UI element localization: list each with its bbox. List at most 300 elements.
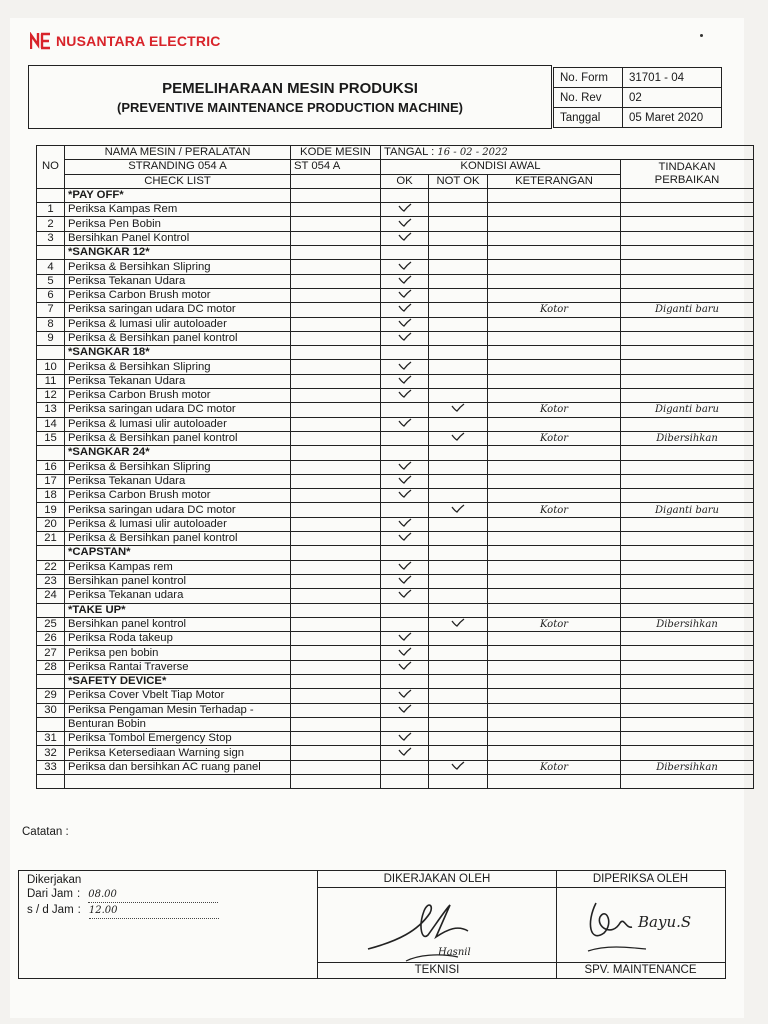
sd-jam-value: 12.00 xyxy=(88,905,118,916)
checklist-row xyxy=(37,574,754,588)
keterangan-cell xyxy=(488,689,621,703)
date-value: 16 - 02 - 2022 xyxy=(437,147,508,159)
check-item: Periksa Kampas rem xyxy=(65,560,291,574)
row-number: 22 xyxy=(37,560,65,574)
tindakan-cell: Dibersihkan xyxy=(621,431,754,445)
kondisi-awal-header: KONDISI AWAL xyxy=(381,160,621,174)
tindakan-cell xyxy=(621,717,754,731)
not-ok-cell xyxy=(429,274,488,288)
tindakan-cell xyxy=(621,532,754,546)
tindakan-cell: Dibersihkan xyxy=(621,617,754,631)
keterangan-cell xyxy=(488,532,621,546)
keterangan-cell: Kotor xyxy=(488,760,621,774)
not-ok-cell xyxy=(429,260,488,274)
not-ok-cell xyxy=(429,532,488,546)
checkmark-icon xyxy=(451,618,465,627)
row-number: 24 xyxy=(37,589,65,603)
checklist-row xyxy=(37,374,754,388)
row-number: 17 xyxy=(37,474,65,488)
checkmark-icon xyxy=(398,332,412,341)
check-item: Periksa Tekanan udara xyxy=(65,589,291,603)
check-item: Bersihkan panel kontrol xyxy=(65,574,291,588)
not-ok-cell xyxy=(429,231,488,245)
check-item: Periksa & Bersihkan panel kontrol xyxy=(65,331,291,345)
check-item: Periksa Carbon Brush motor xyxy=(65,489,291,503)
ok-cell xyxy=(381,503,429,517)
keterangan-cell: Kotor xyxy=(488,617,621,631)
not-ok-cell xyxy=(429,717,488,731)
not-ok-cell xyxy=(429,217,488,231)
tindakan-cell xyxy=(621,775,754,789)
checkmark-icon xyxy=(398,361,412,370)
ok-cell xyxy=(381,374,429,388)
check-item: Periksa Carbon Brush motor xyxy=(65,389,291,403)
check-item: Periksa & Bersihkan Slipring xyxy=(65,460,291,474)
row-number: 31 xyxy=(37,732,65,746)
keterangan-cell xyxy=(488,746,621,760)
tindakan-cell xyxy=(621,360,754,374)
not-ok-cell xyxy=(429,517,488,531)
check-item: Periksa Cover Vbelt Tiap Motor xyxy=(65,689,291,703)
keterangan-cell: Kotor xyxy=(488,303,621,317)
keterangan-cell xyxy=(488,260,621,274)
row-number: 12 xyxy=(37,389,65,403)
tanggal-label: Tanggal xyxy=(554,108,623,128)
not-ok-cell xyxy=(429,303,488,317)
not-ok-cell xyxy=(429,403,488,417)
spv-signature xyxy=(576,893,696,961)
checklist-table xyxy=(36,145,754,789)
keterangan-cell xyxy=(488,775,621,789)
check-item: Periksa & Bersihkan panel kontrol xyxy=(65,431,291,445)
section-title: *SANGKAR 18* xyxy=(65,346,291,360)
checklist-header: CHECK LIST xyxy=(65,174,291,188)
row-number: 10 xyxy=(37,360,65,374)
catatan-label: Catatan : xyxy=(22,826,69,838)
checkmark-icon xyxy=(398,389,412,398)
row-number: 2 xyxy=(37,217,65,231)
checkmark-icon xyxy=(398,632,412,641)
ok-cell xyxy=(381,403,429,417)
section-title: *SAFETY DEVICE* xyxy=(65,674,291,688)
row-number: 9 xyxy=(37,331,65,345)
ok-cell xyxy=(381,317,429,331)
rev-label: No. Rev xyxy=(554,88,623,108)
row-number: 11 xyxy=(37,374,65,388)
check-item: Periksa pen bobin xyxy=(65,646,291,660)
checkmark-icon xyxy=(398,647,412,656)
not-ok-cell xyxy=(429,746,488,760)
form-no-label: No. Form xyxy=(554,68,623,88)
keterangan-cell: Kotor xyxy=(488,403,621,417)
machine-code-label: KODE MESIN xyxy=(291,146,381,160)
ok-cell xyxy=(381,360,429,374)
keterangan-cell xyxy=(488,489,621,503)
keterangan-cell xyxy=(488,517,621,531)
tindakan-cell xyxy=(621,331,754,345)
tindakan-cell: Diganti baru xyxy=(621,303,754,317)
tindakan-cell xyxy=(621,274,754,288)
ok-cell xyxy=(381,703,429,717)
check-item: Periksa Kampas Rem xyxy=(65,203,291,217)
checklist-row xyxy=(37,617,754,631)
spv-signature-name: Bayu.S xyxy=(638,913,692,931)
keterangan-cell xyxy=(488,460,621,474)
teknisi-label: TEKNISI xyxy=(318,962,556,978)
keterangan-cell xyxy=(488,560,621,574)
not-ok-cell xyxy=(429,489,488,503)
checkmark-icon xyxy=(398,203,412,212)
checklist-row xyxy=(37,274,754,288)
checklist-body xyxy=(37,188,754,788)
ok-cell xyxy=(381,303,429,317)
dikerjakan-label: Dikerjakan xyxy=(27,874,82,886)
check-item: Periksa Rantai Traverse xyxy=(65,660,291,674)
tindakan-cell xyxy=(621,589,754,603)
not-ok-cell xyxy=(429,703,488,717)
keterangan-cell: Kotor xyxy=(488,503,621,517)
checkmark-icon xyxy=(398,575,412,584)
keterangan-cell xyxy=(488,660,621,674)
checklist-row xyxy=(37,231,754,245)
checklist-row xyxy=(37,503,754,517)
keterangan-cell xyxy=(488,417,621,431)
tindakan-cell xyxy=(621,317,754,331)
checkmark-icon xyxy=(398,261,412,270)
row-number: 28 xyxy=(37,660,65,674)
row-number: 7 xyxy=(37,303,65,317)
keterangan-cell xyxy=(488,360,621,374)
check-item: Periksa & lumasi ulir autoloader xyxy=(65,517,291,531)
ok-cell xyxy=(381,689,429,703)
keterangan-cell xyxy=(488,589,621,603)
keterangan-cell xyxy=(488,331,621,345)
checklist-row xyxy=(37,431,754,445)
not-ok-cell xyxy=(429,660,488,674)
keterangan-cell xyxy=(488,231,621,245)
not-ok-cell xyxy=(429,775,488,789)
checklist-row xyxy=(37,632,754,646)
form-info-table xyxy=(553,67,722,128)
checklist-row xyxy=(37,489,754,503)
row-number: 30 xyxy=(37,703,65,717)
check-item: Periksa Tekanan Udara xyxy=(65,374,291,388)
section-row xyxy=(37,346,754,360)
tindakan-cell xyxy=(621,417,754,431)
tindakan-cell: Diganti baru xyxy=(621,503,754,517)
keterangan-cell: Kotor xyxy=(488,431,621,445)
not-ok-cell xyxy=(429,760,488,774)
tindakan-cell xyxy=(621,460,754,474)
ok-cell xyxy=(381,417,429,431)
tindakan-cell xyxy=(621,646,754,660)
sd-jam-label: s / d Jam xyxy=(27,904,74,916)
not-ok-cell xyxy=(429,374,488,388)
row-number: 1 xyxy=(37,203,65,217)
keterangan-cell xyxy=(488,389,621,403)
not-ok-cell xyxy=(429,617,488,631)
tindakan-cell: Diganti baru xyxy=(621,403,754,417)
section-title: *SANGKAR 12* xyxy=(65,246,291,260)
tindakan-cell xyxy=(621,203,754,217)
checkmark-icon xyxy=(398,589,412,598)
ok-cell xyxy=(381,274,429,288)
checklist-row xyxy=(37,517,754,531)
row-number: 20 xyxy=(37,517,65,531)
keterangan-cell xyxy=(488,574,621,588)
checklist-row xyxy=(37,760,754,774)
checkmark-icon xyxy=(398,218,412,227)
ok-cell xyxy=(381,489,429,503)
check-item: Periksa saringan udara DC motor xyxy=(65,403,291,417)
section-row xyxy=(37,246,754,260)
check-item: Benturan Bobin xyxy=(65,717,291,731)
section-row xyxy=(37,446,754,460)
tindakan-cell xyxy=(621,560,754,574)
blank-header xyxy=(291,174,381,188)
checklist-row xyxy=(37,217,754,231)
tindakan-cell xyxy=(621,732,754,746)
checkmark-icon xyxy=(451,432,465,441)
keterangan-cell xyxy=(488,374,621,388)
checklist-row xyxy=(37,460,754,474)
row-number xyxy=(37,775,65,789)
teknisi-signature-area xyxy=(317,871,557,978)
form-title-box xyxy=(28,65,552,129)
keterangan-cell xyxy=(488,274,621,288)
tindakan-cell: Dibersihkan xyxy=(621,760,754,774)
checklist-row xyxy=(37,732,754,746)
ok-cell xyxy=(381,560,429,574)
ok-cell xyxy=(381,431,429,445)
not-ok-cell xyxy=(429,417,488,431)
not-ok-cell xyxy=(429,460,488,474)
diperiksa-oleh-label: DIPERIKSA OLEH xyxy=(592,873,689,885)
ok-cell xyxy=(381,460,429,474)
not-ok-cell xyxy=(429,389,488,403)
machine-name: STRANDING 054 A xyxy=(65,160,291,174)
tanggal-value: 05 Maret 2020 xyxy=(623,108,722,128)
section-title: *CAPSTAN* xyxy=(65,546,291,560)
check-item: Bersihkan panel kontrol xyxy=(65,617,291,631)
scan-mark xyxy=(700,34,703,37)
keterangan-header: KETERANGAN xyxy=(488,174,621,188)
checkmark-icon xyxy=(398,318,412,327)
tindakan-cell xyxy=(621,389,754,403)
ok-cell xyxy=(381,574,429,588)
signature-box xyxy=(18,870,726,979)
form-subtitle: (PREVENTIVE MAINTENANCE PRODUCTION MACHINE) xyxy=(117,100,463,115)
checklist-row xyxy=(37,317,754,331)
ok-cell xyxy=(381,260,429,274)
checklist-row xyxy=(37,532,754,546)
check-item: Periksa Carbon Brush motor xyxy=(65,288,291,302)
not-ok-cell xyxy=(429,560,488,574)
tindakan-header-2: PERBAIKAN xyxy=(621,174,754,188)
tindakan-cell xyxy=(621,231,754,245)
keterangan-cell xyxy=(488,732,621,746)
col-no: NO xyxy=(37,146,65,189)
keterangan-cell xyxy=(488,217,621,231)
checkmark-icon xyxy=(398,661,412,670)
keterangan-cell xyxy=(488,703,621,717)
tindakan-cell xyxy=(621,703,754,717)
row-number: 18 xyxy=(37,489,65,503)
tindakan-cell xyxy=(621,217,754,231)
row-number: 5 xyxy=(37,274,65,288)
checkmark-icon xyxy=(398,732,412,741)
dari-jam-field xyxy=(88,887,218,903)
tindakan-cell xyxy=(621,689,754,703)
check-item: Bersihkan Panel Kontrol xyxy=(65,231,291,245)
row-number: 27 xyxy=(37,646,65,660)
ok-cell xyxy=(381,474,429,488)
check-item: Periksa & Bersihkan Slipring xyxy=(65,360,291,374)
checkmark-icon xyxy=(451,504,465,513)
checklist-row xyxy=(37,417,754,431)
row-number: 3 xyxy=(37,231,65,245)
checklist-row xyxy=(37,288,754,302)
tindakan-cell xyxy=(621,260,754,274)
ok-cell xyxy=(381,732,429,746)
checklist-row xyxy=(37,389,754,403)
ok-header: OK xyxy=(381,174,429,188)
checkmark-icon xyxy=(398,561,412,570)
check-item: Periksa Ketersediaan Warning sign xyxy=(65,746,291,760)
ok-cell xyxy=(381,646,429,660)
not-ok-cell xyxy=(429,589,488,603)
checklist-row xyxy=(37,360,754,374)
checklist-row xyxy=(37,203,754,217)
form-no-value: 31701 - 04 xyxy=(623,68,722,88)
section-row xyxy=(37,674,754,688)
keterangan-cell xyxy=(488,288,621,302)
tindakan-cell xyxy=(621,517,754,531)
not-ok-cell xyxy=(429,203,488,217)
row-number xyxy=(37,717,65,731)
row-number: 21 xyxy=(37,532,65,546)
tindakan-header-1: TINDAKAN xyxy=(621,160,754,174)
dari-jam-label: Dari Jam xyxy=(27,888,74,900)
work-time: Dikerjakan Dari Jam : 08.00 s / d Jam : 12.00 xyxy=(27,873,219,919)
ok-cell xyxy=(381,746,429,760)
not-ok-cell xyxy=(429,732,488,746)
check-item: Periksa & Bersihkan panel kontrol xyxy=(65,532,291,546)
check-item: Periksa Tekanan Udara xyxy=(65,274,291,288)
checklist-row xyxy=(37,746,754,760)
not-ok-cell xyxy=(429,474,488,488)
ok-cell xyxy=(381,760,429,774)
dikerjakan-oleh-label: DIKERJAKAN OLEH xyxy=(383,873,491,885)
checkmark-icon xyxy=(398,532,412,541)
checkmark-icon xyxy=(398,375,412,384)
checklist-row xyxy=(37,331,754,345)
row-number: 15 xyxy=(37,431,65,445)
company-logo xyxy=(30,32,221,50)
checkmark-icon xyxy=(398,747,412,756)
not-ok-cell xyxy=(429,331,488,345)
checklist-row xyxy=(37,689,754,703)
ok-cell xyxy=(381,231,429,245)
checkmark-icon xyxy=(398,689,412,698)
checkmark-icon xyxy=(451,761,465,770)
checklist-row xyxy=(37,660,754,674)
ok-cell xyxy=(381,217,429,231)
ok-cell xyxy=(381,331,429,345)
date-cell xyxy=(381,146,754,160)
checkmark-icon xyxy=(398,303,412,312)
checkmark-icon xyxy=(398,232,412,241)
check-item: Periksa & Bersihkan Slipring xyxy=(65,260,291,274)
row-number: 29 xyxy=(37,689,65,703)
machine-code: ST 054 A xyxy=(291,160,381,174)
tindakan-cell xyxy=(621,574,754,588)
keterangan-cell xyxy=(488,646,621,660)
ok-cell xyxy=(381,632,429,646)
ok-cell xyxy=(381,775,429,789)
section-row xyxy=(37,603,754,617)
machine-name-label: NAMA MESIN / PERALATAN xyxy=(65,146,291,160)
check-item: Periksa saringan udara DC motor xyxy=(65,503,291,517)
date-label: TANGAL : xyxy=(384,146,435,159)
company-name: NUSANTARA ELECTRIC xyxy=(56,33,221,49)
spv-signature-area xyxy=(556,871,725,978)
row-number: 13 xyxy=(37,403,65,417)
not-ok-cell xyxy=(429,317,488,331)
row-number: 14 xyxy=(37,417,65,431)
spv-label: SPV. MAINTENANCE xyxy=(556,962,725,978)
checklist-row xyxy=(37,775,754,789)
tindakan-cell xyxy=(621,288,754,302)
tindakan-cell xyxy=(621,660,754,674)
row-number: 32 xyxy=(37,746,65,760)
row-number: 4 xyxy=(37,260,65,274)
checkmark-icon xyxy=(398,489,412,498)
checklist-row xyxy=(37,260,754,274)
checklist-row xyxy=(37,646,754,660)
not-ok-cell xyxy=(429,689,488,703)
ok-cell xyxy=(381,717,429,731)
check-item: Periksa & lumasi ulir autoloader xyxy=(65,317,291,331)
check-item: Periksa Pengaman Mesin Terhadap - xyxy=(65,703,291,717)
ok-cell xyxy=(381,617,429,631)
section-title: *PAY OFF* xyxy=(65,188,291,202)
row-number: 23 xyxy=(37,574,65,588)
tindakan-cell xyxy=(621,632,754,646)
dari-jam-value: 08.00 xyxy=(88,889,117,900)
teknisi-signature xyxy=(358,891,498,963)
not-ok-cell xyxy=(429,646,488,660)
ok-cell xyxy=(381,389,429,403)
checkmark-icon xyxy=(398,461,412,470)
check-item: Periksa Pen Bobin xyxy=(65,217,291,231)
check-item: Periksa Roda takeup xyxy=(65,632,291,646)
section-row xyxy=(37,188,754,202)
not-ok-cell xyxy=(429,288,488,302)
checklist-row xyxy=(37,560,754,574)
ne-logo-icon xyxy=(30,32,52,50)
keterangan-cell xyxy=(488,632,621,646)
section-title: *TAKE UP* xyxy=(65,603,291,617)
ok-cell xyxy=(381,203,429,217)
row-number: 8 xyxy=(37,317,65,331)
checkmark-icon xyxy=(398,289,412,298)
check-item: Periksa dan bersihkan AC ruang panel xyxy=(65,760,291,774)
not-ok-cell xyxy=(429,503,488,517)
check-item: Periksa Tombol Emergency Stop xyxy=(65,732,291,746)
not-ok-cell xyxy=(429,431,488,445)
section-title: *SANGKAR 24* xyxy=(65,446,291,460)
